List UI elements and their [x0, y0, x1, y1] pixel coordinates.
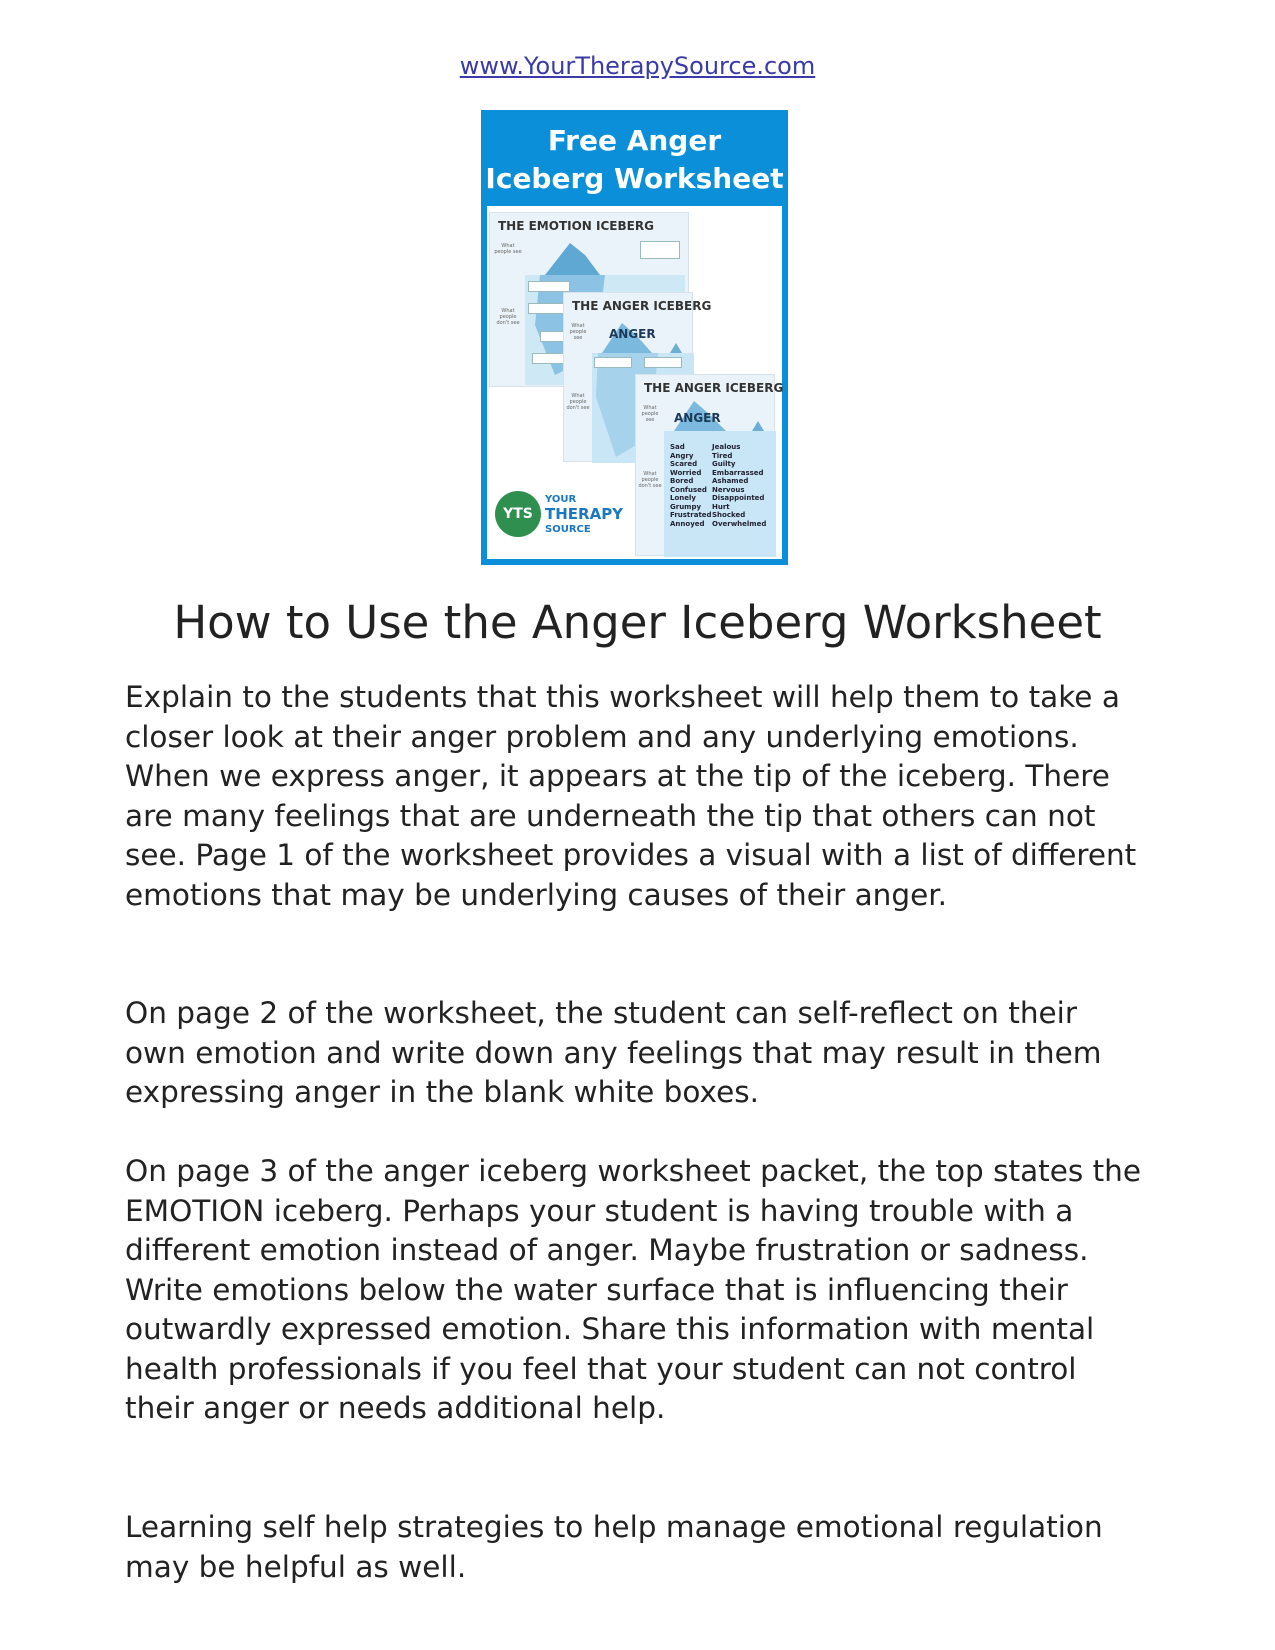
- emotions-list-left: [670, 443, 712, 528]
- blank-box[interactable]: [640, 241, 680, 259]
- emotion-item: Jealous: [712, 443, 741, 451]
- yts-logo-icon: YTS: [495, 491, 541, 537]
- emotion-item: Confused: [670, 485, 707, 494]
- cover-title-line2: Iceberg Worksheet: [485, 162, 784, 195]
- emotion-item: Embarrassed: [712, 468, 764, 477]
- emotion-item: Angry: [670, 451, 694, 460]
- emotion-item: Guilty: [712, 460, 736, 468]
- emotion-item: Tired: [712, 451, 733, 460]
- emotions-list-right: [712, 443, 766, 528]
- emotion-item: Hurt: [712, 502, 730, 511]
- anger-iceberg-title: THE ANGER ICEBERG: [572, 299, 712, 313]
- worksheet-cover-image: [481, 110, 788, 565]
- paragraph-page2: On page 2 of the worksheet, the student can self-reflect on their own emotion and write down any feelings that may result in them expressing anger in the blank white boxes.: [125, 996, 1102, 1109]
- your-therapy-source-logo: [495, 491, 624, 546]
- side-label-see: What people see: [494, 243, 522, 255]
- cover-preview-area: [487, 206, 782, 559]
- emotion-item: Bored: [670, 477, 694, 485]
- blank-box[interactable]: [644, 357, 682, 368]
- logo-wordmark: [545, 493, 623, 536]
- emotion-item: Annoyed: [670, 519, 705, 528]
- logo-line1: YOUR: [545, 494, 577, 505]
- website-link[interactable]: www.YourTherapySource.com: [459, 52, 816, 80]
- anger-label: ANGER: [674, 411, 721, 425]
- logo-line2: THERAPY: [545, 505, 624, 523]
- anger-iceberg-page-list: [635, 374, 784, 556]
- blank-box[interactable]: [528, 281, 570, 292]
- emotion-item: Ashamed: [712, 477, 749, 485]
- emotion-item: Worried: [670, 468, 702, 477]
- emotion-item: Shocked: [712, 511, 746, 519]
- anger-label: ANGER: [609, 327, 656, 341]
- logo-line3: SOURCE: [545, 524, 591, 535]
- anger-iceberg-title: THE ANGER ICEBERG: [644, 381, 784, 395]
- emotion-item: Grumpy: [670, 502, 702, 511]
- emotion-item: Overwhelmed: [712, 519, 767, 528]
- paragraph-page3: On page 3 of the anger iceberg worksheet packet, the top states the EMOTION iceberg. Perhaps your student is having trouble with a different emotion instead of anger. Maybe frustration or sadness. Write emotions below the water surface that is influencing their outwardly expressed emotion. Share this information with mental health professionals if you feel that your student can not control their anger or needs additional help.: [125, 1154, 1142, 1425]
- small-iceberg: [670, 343, 682, 353]
- cover-title: [481, 122, 788, 198]
- side-label-dont-see: What people don't see: [638, 471, 662, 489]
- emotion-iceberg-title: THE EMOTION ICEBERG: [498, 219, 654, 233]
- cover-title-line1: Free Anger: [547, 124, 722, 157]
- emotion-item: Disappointed: [712, 494, 765, 502]
- side-label-dont-see: What people don't see: [566, 393, 590, 411]
- side-label-dont-see: What people don't see: [496, 308, 520, 326]
- paragraph-intro: Explain to the students that this worksheet will help them to take a closer look at their anger problem and any underlying emotions. When we express anger, it appears at the tip of the iceberg. There are many feelings that are underneath the tip that others can not see. Page 1 of the worksheet provides a visual with a list of different emotions that may be underlying causes of their anger.: [125, 680, 1137, 912]
- side-label-see: What people see: [569, 323, 587, 341]
- blank-box[interactable]: [594, 357, 632, 368]
- paragraph-closing: Learning self help strategies to help manage emotional regulation may be helpful as well.: [125, 1510, 1103, 1584]
- side-label-see: What people see: [641, 405, 659, 423]
- page-title: How to Use the Anger Iceberg Worksheet: [173, 596, 1102, 649]
- emotion-item: Sad: [670, 443, 685, 451]
- small-iceberg: [752, 421, 764, 431]
- iceberg-tip: [545, 243, 600, 275]
- emotion-item: Lonely: [670, 494, 696, 502]
- emotion-item: Scared: [670, 460, 698, 468]
- emotion-item: Frustrated: [670, 511, 712, 519]
- emotion-item: Nervous: [712, 485, 745, 494]
